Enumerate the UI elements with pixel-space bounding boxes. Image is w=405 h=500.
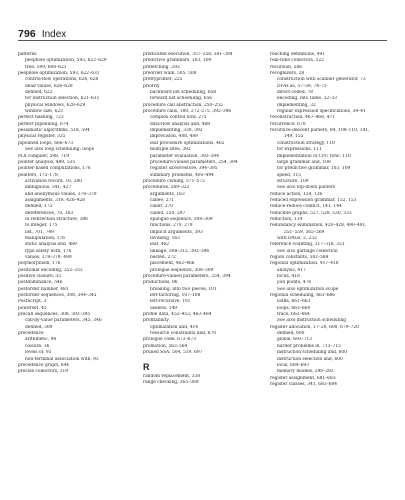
index-entry: productions, 86: [143, 280, 178, 286]
index-entry: loops, 663–664: [277, 305, 311, 311]
index-entry: regional optimization, 417–418: [270, 261, 339, 267]
index-entry: pipelined loops, 666–673: [18, 140, 73, 146]
index-entry: left-recursive, 101: [150, 299, 191, 305]
index-entry: closure, 36: [25, 343, 50, 349]
index-entry: region constants, 582–584: [270, 255, 329, 260]
index-entry: construction with scanner generator, 73: [277, 77, 366, 83]
index-entry: pruned SSA, 504, 519, 697: [143, 350, 203, 356]
index-entry: call-by-value parameters, 345, 346: [25, 318, 102, 324]
index-entry: defined, 175: [25, 204, 53, 210]
index-entry: prettyprinter, 225: [143, 77, 183, 83]
index-entry: values, 378–379, 489: [25, 255, 72, 260]
index-entry: preorder walk, 505, 508: [143, 71, 197, 77]
index-entry: implementation of CPU time, 110: [277, 153, 351, 159]
index-entry: backward list scheduling, 658: [150, 90, 217, 96]
index-entry: register assignment, 681–683: [270, 375, 336, 381]
index-entry: assignments, 318, 426–428: [25, 197, 86, 203]
index-entry: control-flow operations, 626, 628: [25, 77, 99, 83]
index-entry: register save/restore, 394–395: [150, 166, 218, 172]
index-entry: postdominance, 546: [18, 280, 63, 286]
index-entry: multiple sites, 392: [150, 147, 191, 153]
index-entry: profile data, 452–453, 463–464: [143, 312, 212, 318]
index-entry: list, 701, 749: [25, 229, 54, 235]
index-entry: profitability: [143, 318, 169, 324]
index-entry: procedure-valued parameters, 254, 394: [143, 274, 231, 280]
index-entry: tree, 599, 608–621: [25, 64, 67, 70]
index-entry: recursion, 286: [270, 64, 303, 70]
index-entry: PL8 compiler, 598, 719: [18, 153, 69, 159]
index-entry: See also top-down parsers: [277, 185, 336, 191]
index-entry: to integer, 175: [25, 223, 58, 229]
index-entry: recurrence, 670: [270, 121, 306, 127]
index-entry: polymorphism, 176: [18, 261, 61, 267]
index-entry: global, 693–713: [277, 337, 313, 343]
index-column-3: [270, 52, 386, 388]
index-entry: levels of, 93: [25, 350, 52, 356]
index-entry: promotion, 563–564: [143, 343, 188, 349]
index-entry: register allocation, 17–20, 600, 679–720: [270, 324, 359, 330]
index-entry: for predictive grammar, 103, 109: [277, 166, 351, 172]
index-entry: defined, 600: [277, 331, 305, 337]
index-entry: large grammar and, 108: [277, 159, 331, 165]
index-entry: manipulation, 176: [25, 235, 66, 241]
index-column-2: [143, 52, 259, 386]
index-entry: reducible graphs, 527, 528, 530, 533: [270, 210, 352, 216]
index-entry: static analysis and, 489: [25, 242, 77, 248]
index-entry: reduction, 114: [270, 216, 303, 222]
index-entry: prologue sequence, 308–309: [150, 267, 214, 273]
index-column-1: [18, 52, 134, 376]
index-entry: postorder number, 481: [18, 286, 69, 292]
index-entry: memory models, 290–292: [277, 369, 334, 375]
index-entry: type safety with, 176: [25, 248, 72, 254]
index-entry: dereferences, 70, 163: [25, 210, 74, 216]
index-entry: invoking, 163: [150, 235, 180, 241]
index-entry: harder problems in, 713–715: [277, 343, 341, 349]
index-entry: positional encoding, 352–353: [18, 267, 83, 273]
index-entry: powerset, 45: [18, 305, 47, 311]
index-entry: register classes, 341, 683–684: [270, 381, 338, 387]
index-entry: priority: [143, 83, 160, 89]
index-entry: optimization and, 414: [150, 324, 199, 330]
index-entry: positive closure, 35: [18, 274, 61, 280]
index-entry: implementing, 330, 392: [150, 128, 203, 134]
index-entry: trace, 663–664: [277, 312, 310, 318]
index-entry: called, 250, 297: [150, 210, 186, 216]
index-entry: leaf, 462: [150, 242, 170, 248]
index-entry: reference counting, 317–318, 321: [270, 242, 345, 248]
index-entry: encoding, into table, 32–33: [277, 96, 337, 102]
index-entry: placement, 462–466: [150, 261, 195, 267]
index-entry: precedence graph, 644: [18, 362, 70, 368]
index-entry: procedure cloning, 571–572: [143, 178, 205, 184]
index-entry: redundancy elimination, 420–428, 490–491,: [270, 223, 367, 229]
index-entry: join points, 476: [277, 280, 312, 286]
index-entry: callee, 271: [150, 197, 174, 203]
index-entry: See also instruction scheduling: [277, 318, 347, 324]
index-entry: instruction scheduling and, 600: [277, 350, 347, 356]
index-entry: reduce action, 124, 136: [270, 191, 323, 197]
index-entry: in redirection structure, 386: [25, 216, 88, 222]
index-entry: reduce-reduce conflict, 141, 144: [270, 204, 342, 210]
index-entry: physical windows, 628–629: [25, 102, 86, 108]
index-entry: summary problems, 493–494: [150, 172, 214, 178]
section-letter: R: [143, 361, 150, 372]
index-entry: nested, 272: [150, 255, 176, 260]
index-entry: structure, 109: [277, 178, 309, 184]
index-entry: pointer analysis, 489, 535: [18, 159, 76, 165]
index-entry: procedures, 269–323: [143, 185, 190, 191]
index-entry: patterns: [18, 52, 37, 57]
index-entry: 551–559, 565–569: [284, 229, 325, 235]
index-entry: peephole optimization, 593, 622–629: [25, 58, 107, 64]
index-entry: defined, 309: [25, 324, 53, 330]
index-entry: implicit arguments, 393: [150, 229, 203, 235]
index-entry: pointers, 175–178: [18, 172, 58, 178]
index-entry: 149, 155: [284, 134, 304, 140]
index-entry: data-flow analysis and, 488: [150, 121, 211, 127]
index-entry: useless, 149: [150, 305, 178, 311]
index-entry: direct-coded, 78: [277, 90, 313, 96]
index-entry: implementing, 32: [277, 102, 316, 108]
index-entry: functions, 270, 279: [150, 223, 193, 229]
index-entry: analysis, 417: [277, 267, 306, 273]
index-entry: range checking, 365–369: [143, 379, 199, 385]
index-entry: linkage, 308–312, 392–396: [150, 248, 210, 254]
index-entry: resource constraints and, 670: [150, 331, 216, 337]
index-entry: dead values, 626–628: [25, 83, 73, 89]
index-entry: prologue code, 672–673: [143, 337, 196, 343]
index-entry: pointer-based computations, 176: [18, 166, 91, 172]
index-entry: procedure call abstraction, 250–255: [143, 102, 223, 108]
index-entry: recognizers, 28: [270, 71, 305, 77]
index-entry: and anonymous values, 378–379: [25, 191, 97, 197]
index-entry: arguments, 163: [150, 191, 185, 197]
index-entry: random replacement, 338: [143, 373, 201, 379]
index-entry: for instruction selection, 621–631: [25, 96, 100, 102]
index-entry: ambiguous, 341, 427: [25, 185, 72, 191]
index-entry: non-terminal association with, 93: [25, 356, 99, 362]
index-entry: precedence: [18, 331, 44, 337]
index-entry: DFAs as, 57–59, 74–75: [277, 83, 327, 89]
index-entry: regular expression specifications, 34–41: [277, 109, 366, 115]
index-entry: epilogue sequence, 308–309: [150, 216, 213, 222]
index-entry: forward list scheduling, 656: [150, 96, 212, 102]
index-entry: perfect hashing, 723: [18, 115, 64, 121]
index-entry: reaching definitions, 491: [270, 52, 326, 57]
index-entry: arithmetic, 94: [25, 337, 57, 343]
index-entry: activation record, 16, 280: [25, 178, 83, 184]
index-entry: local, 684–693: [277, 362, 309, 368]
index-entry: caller, 270: [150, 204, 174, 210]
index-entry: window size, 623: [25, 109, 63, 115]
index-entry: postorder sequences, 308, 344–345: [18, 293, 97, 299]
index-entry: prefetching, 292: [143, 64, 180, 70]
index-entry: predicated execution, 357–358, 381–384: [143, 52, 233, 57]
index-entry: instruction selection and, 600: [277, 356, 343, 362]
index-entry: speed, 115: [277, 172, 301, 178]
page-number: 796: [18, 28, 36, 40]
index-entry: perfect pipelining, 674: [18, 121, 69, 127]
index-entry: complex control flow, 275: [150, 115, 207, 121]
running-header: [18, 24, 66, 38]
index-entry: See also garbage collection: [277, 248, 338, 254]
index-entry: procedure-valued parameters, 254, 394: [150, 159, 238, 165]
header-rule: [18, 40, 387, 41]
index-entry: See also optimization scope: [277, 286, 339, 292]
index-entry: peephole optimization, 593, 622–631: [18, 71, 100, 77]
index-entry: construction strategy, 110: [277, 140, 335, 146]
index-entry: real-time collectors, 322: [270, 58, 324, 64]
index-entry: physical register, 335: [18, 134, 66, 140]
index-entry: imprecision, 488, 489: [150, 134, 198, 140]
index-entry: with DAGs, 2, 232: [277, 235, 317, 241]
index-entry: leaf procedure optimizations, 462: [150, 140, 225, 146]
index-entry: procedure calls, 180, 272–275, 392–396: [143, 109, 232, 115]
index-entry: left-factoring, 107–108: [150, 293, 201, 299]
index-entry: PostScript, 3: [18, 299, 47, 305]
index-entry: precise collectors, 319: [18, 369, 68, 375]
running-title: Index: [41, 29, 67, 40]
index-entry: focus, 418: [277, 274, 300, 280]
index-entry: predictive grammars, 103, 109: [143, 58, 212, 64]
index-entry: regional scheduling, 661–666: [270, 293, 336, 299]
index-entry: parameter evaluation, 393–394: [150, 153, 219, 159]
index-entry: precall sequences, 308, 393–395: [18, 312, 91, 318]
index-entry: recursive-descent parsers, 84, 108–110, 141,: [270, 128, 370, 134]
index-entry: for expressions, 111: [277, 147, 322, 153]
index-entry: breaking, into two pieces, 101: [150, 286, 217, 292]
index-entry: reduced expression grammar, 152, 153: [270, 197, 357, 203]
index-entry: See also loop scheduling: loops: [25, 147, 94, 153]
index-entry: reconstruction, 467–468, 471: [270, 115, 335, 121]
index-entry: EBBs, 661–663: [277, 299, 311, 305]
index-entry: defined, 622: [25, 90, 53, 96]
index-entry: pessimistic algorithms, 518, 594: [18, 128, 90, 134]
